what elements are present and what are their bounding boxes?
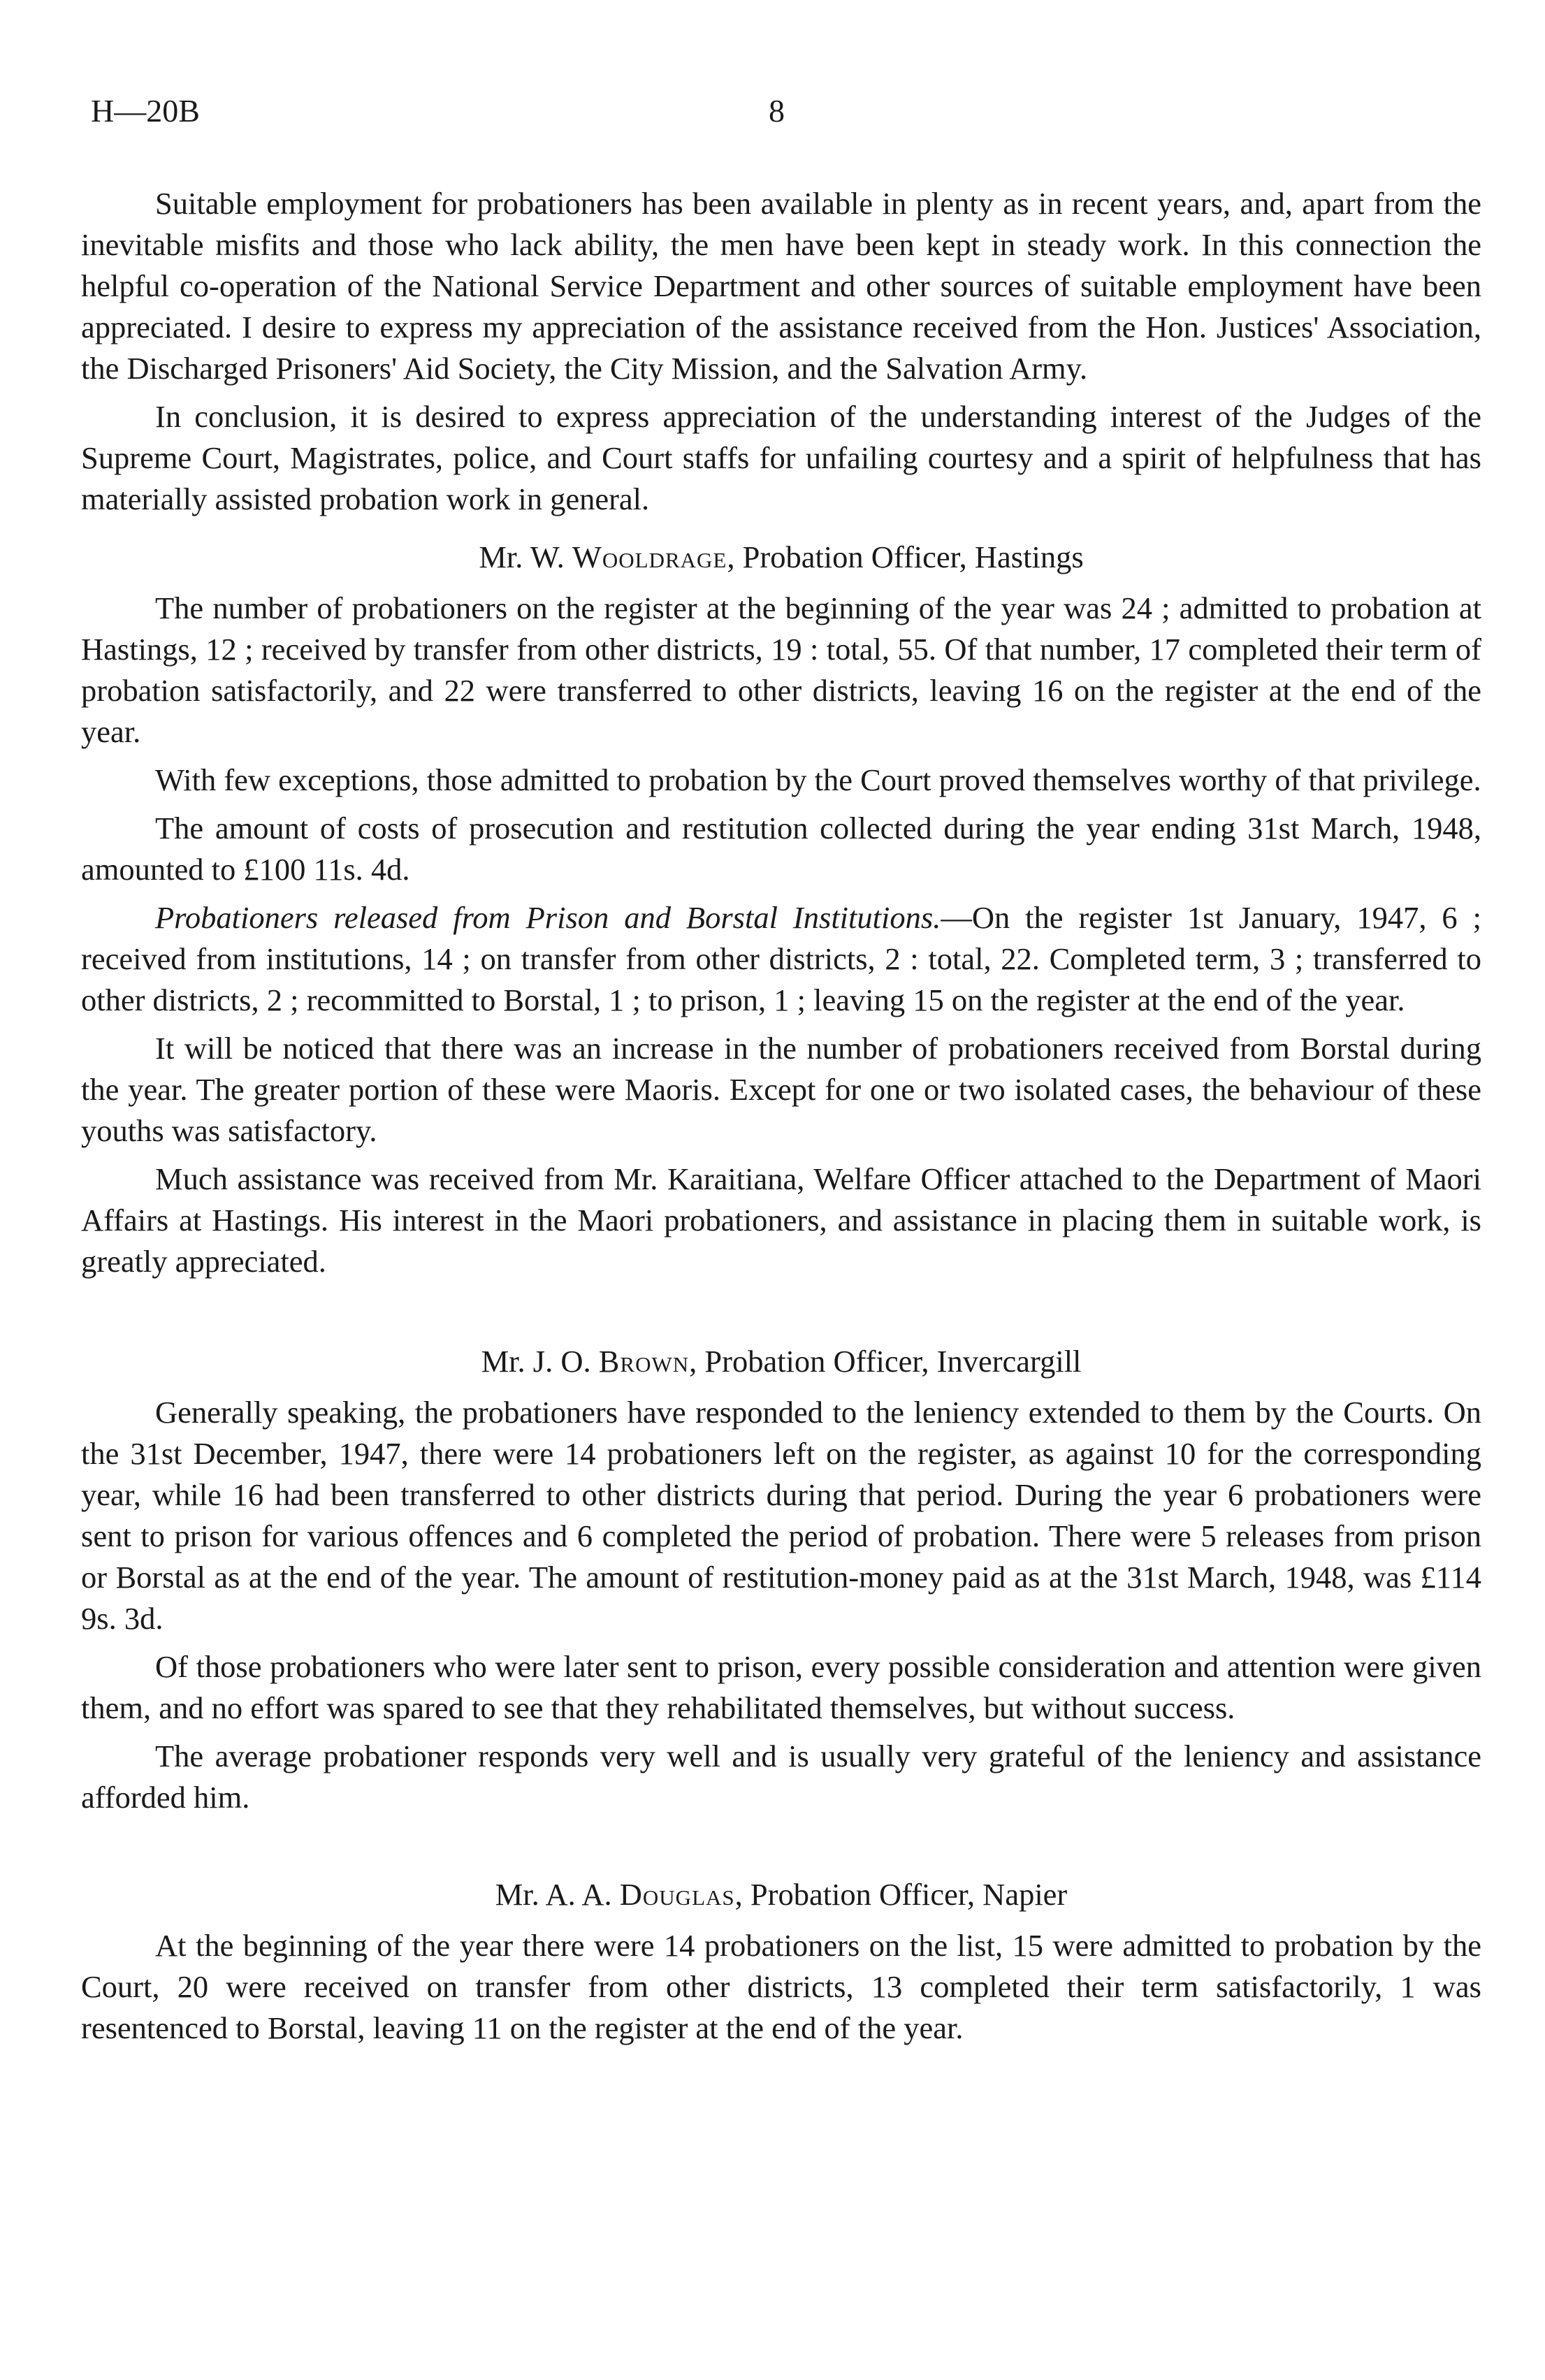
officer-name: Brown [598, 1344, 690, 1379]
hastings-paragraph-released [81, 897, 1481, 1021]
section-heading-hastings [81, 537, 1481, 578]
officer-name: Wooldrage [572, 539, 727, 574]
paragraph-employment: Suitable employment for probationers has been available in plenty as in recent years, and, apart from the inevitable misfits and those who lack ability, the men have been kept in steady work. In this connection the helpful co-operation of the National Service Department and other sources of suitable employment have been appreciated. I desire to express my appreciation of the assistance received from the Hon. Justices' Association, the Discharged Prisoners' Aid Society, the City Mission, and the Salvation Army. [81, 186, 1481, 386]
section-heading-napier [81, 1874, 1481, 1915]
running-head [91, 92, 1481, 141]
heading-prefix: Mr. J. O. [481, 1344, 599, 1379]
paragraph-conclusion: In conclusion, it is desired to express appreciation of the understanding interest of the Judges of the Supreme Court, Magistrates, police, and Court staffs for unfailing courtesy and a spirit of helpfulness that has materially assisted probation work in general. [81, 399, 1481, 516]
hastings-paragraph-borstal: It will be noticed that there was an increase in the number of probationers received from Borstal during the year. The greater portion of these were Maoris. Except for one or two isolated cases, the behaviour of these youths was satisfactory. [81, 1031, 1481, 1148]
document-reference: H—20B [91, 93, 200, 129]
officer-name: Douglas [619, 1877, 735, 1912]
section-heading-invercargill [81, 1341, 1481, 1382]
heading-prefix: Mr. W. [479, 539, 572, 574]
heading-suffix: , Probation Officer, Hastings [727, 539, 1084, 574]
page-number: 8 [769, 93, 785, 129]
heading-suffix: , Probation Officer, Invercargill [689, 1344, 1082, 1379]
hastings-paragraph-exceptions: With few exceptions, those admitted to probation by the Court proved themselves worthy of that privilege. [155, 762, 1481, 797]
napier-paragraph-register: At the beginning of the year there were 14 probationers on the list, 15 were admitted to probation by the Court, 20 were received on transfer from other districts, 13 completed their term satisfactorily, 1 was resentenced to Borstal, leaving 11 on the register at the end of the year. [81, 1928, 1481, 2045]
hastings-paragraph-assistance: Much assistance was received from Mr. Karaitiana, Welfare Officer attached to the Department of Maori Affairs at Hastings. His interest in the Maori probationers, and assistance in placing them in suitable work, is greatly appreciated. [81, 1161, 1481, 1279]
invercargill-paragraph-prison: Of those probationers who were later sent to prison, every possible consideration and attention were given them, and no effort was spared to see that they rehabilitated themselves, but without success. [81, 1649, 1481, 1725]
hastings-paragraph-register: The number of probationers on the register at the beginning of the year was 24 ; admitted to probation at Hastings, 12 ; received by transfer from other districts, 19 : total, 55. Of that number, 17 completed their term of probation satisfactorily, and 22 were transferred to other districts, leaving 16 on the register at the end of the year. [81, 590, 1481, 749]
heading-prefix: Mr. A. A. [495, 1877, 620, 1912]
invercargill-paragraph-average: The average probationer responds very well and is usually very grateful of the leniency and assistance afforded him. [81, 1739, 1481, 1815]
heading-suffix: , Probation Officer, Napier [734, 1877, 1068, 1912]
body-text [81, 183, 1481, 2056]
invercargill-paragraph-leniency: Generally speaking, the probationers have responded to the leniency extended to them by the Courts. On the 31st December, 1947, there were 14 probationers left on the register, as against 10 for the corresponding year, while 16 had been transferred to other districts during that period. During the year 6 probationers were sent to prison for various offences and 6 completed the period of probation. There were 5 releases from prison or Borstal as at the end of the year. The amount of restitution-money paid as at the 31st March, 1948, was £114 9s. 3d. [81, 1395, 1481, 1636]
released-subheading: Probationers released from Prison and Borstal Institutions. [155, 900, 941, 935]
released-text: —On the register 1st January, 1947, 6 ; received from institutions, 14 ; on transfer from other districts, 2 : total, 22. Completed term, 3 ; transferred to other districts, 2 ; recommitted to Borstal, 1 ; to prison, 1 ; leaving 15 on the register at the end of the year. [81, 900, 1481, 1017]
hastings-paragraph-costs: The amount of costs of prosecution and restitution collected during the year ending 31st March, 1948, amounted to £100 11s. 4d. [81, 811, 1481, 887]
